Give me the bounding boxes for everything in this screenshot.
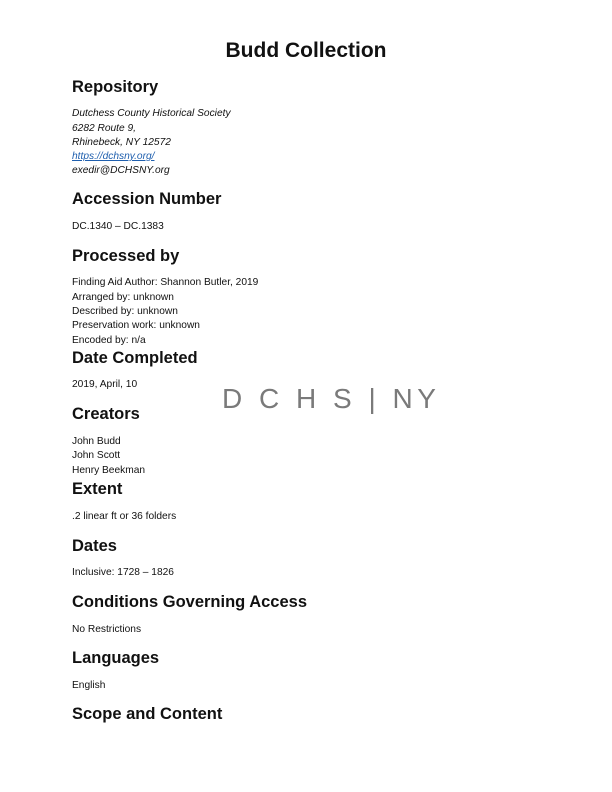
languages-value: English xyxy=(72,680,106,691)
dates-value: Inclusive: 1728 – 1826 xyxy=(72,567,174,578)
repository-name: Dutchess County Historical Society xyxy=(72,108,231,119)
processed-line: Preservation work: unknown xyxy=(72,320,200,331)
creator-name: Henry Beekman xyxy=(72,464,146,476)
accession-number-value: DC.1340 – DC.1383 xyxy=(72,221,164,232)
document-title: Budd Collection xyxy=(225,39,387,62)
repository-street: 6282 Route 9, xyxy=(72,122,137,134)
dchs-watermark: D C H S | NY xyxy=(222,383,441,414)
repository-website-link[interactable]: https://dchsny.org/ xyxy=(72,151,155,162)
repository-city: Rhinebeck, NY 12572 xyxy=(72,137,171,148)
creator-name: John Scott xyxy=(72,450,121,461)
extent-value: .2 linear ft or 36 folders xyxy=(72,510,177,522)
heading-date-completed: Date Completed xyxy=(72,349,198,367)
heading-accession-number: Accession Number xyxy=(72,190,222,208)
heading-processed-by: Processed by xyxy=(72,247,180,265)
processed-line: Described by: unknown xyxy=(72,306,178,317)
heading-repository: Repository xyxy=(72,78,159,96)
date-completed-value: 2019, April, 10 xyxy=(72,379,138,390)
processed-line: Finding Aid Author: Shannon Butler, 2019 xyxy=(72,277,259,288)
heading-dates: Dates xyxy=(72,537,117,555)
processed-line: Encoded by: n/a xyxy=(72,334,146,346)
heading-creators: Creators xyxy=(72,405,140,423)
heading-scope-and-content: Scope and Content xyxy=(72,705,223,723)
repository-email: exedir@DCHSNY.org xyxy=(72,165,170,176)
heading-conditions-governing-access: Conditions Governing Access xyxy=(72,593,308,611)
processed-line: Arranged by: unknown xyxy=(72,291,174,303)
access-value: No Restrictions xyxy=(72,623,142,635)
heading-extent: Extent xyxy=(72,480,123,498)
heading-languages: Languages xyxy=(72,649,160,667)
creator-name: John Budd xyxy=(72,435,121,447)
